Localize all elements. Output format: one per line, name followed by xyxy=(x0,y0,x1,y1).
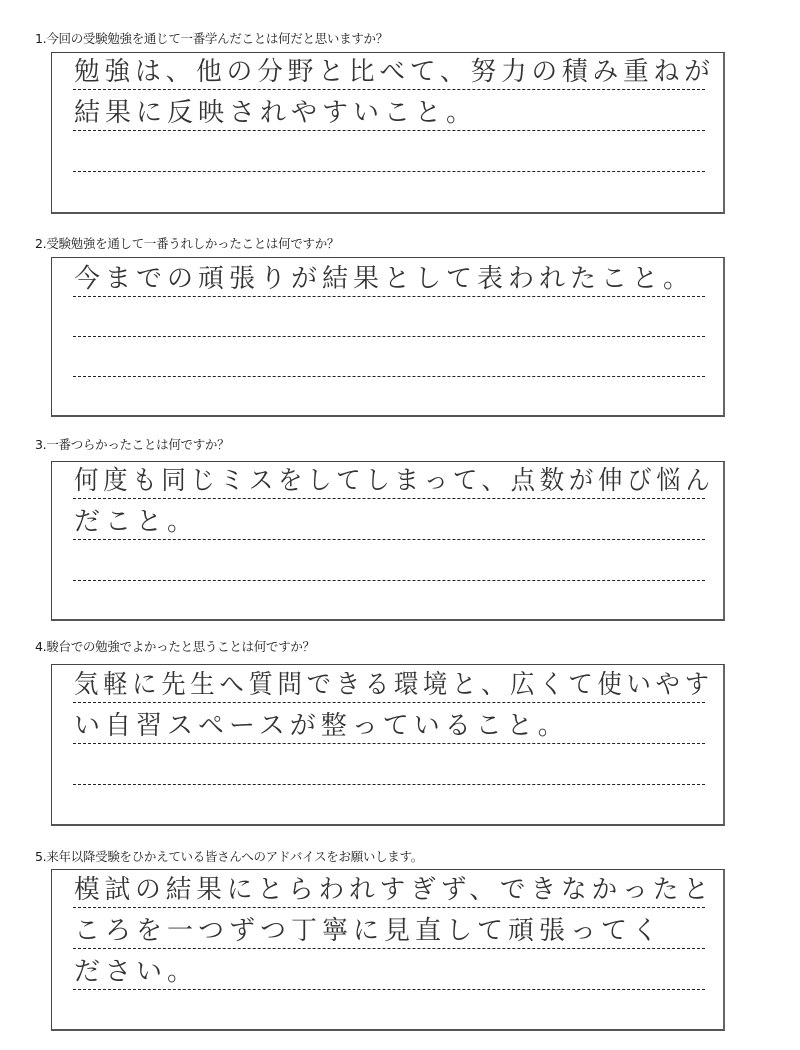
answer-5-line-3: ださい。 xyxy=(74,957,199,987)
question-3-label: 3.一番つらかったことは何ですか？ xyxy=(35,437,230,452)
answer-4-line-2: い自習スペースが整っていること。 xyxy=(74,711,569,741)
answer-box-1[interactable] xyxy=(51,52,725,214)
answer-rule xyxy=(73,130,705,131)
answer-rule xyxy=(73,907,705,908)
answer-rule xyxy=(73,336,705,337)
answer-rule xyxy=(73,989,705,990)
answer-3-line-1: 何度も同じミスをしてしまって、点数が伸び悩ん xyxy=(74,466,715,496)
answer-rule xyxy=(73,539,705,540)
answer-1-line-2: 結果に反映されやすいこと。 xyxy=(74,98,478,128)
answer-box-2[interactable] xyxy=(51,257,725,417)
answer-1-line-1: 勉強は、他の分野と比べて、努力の積み重ねが xyxy=(74,57,715,87)
answer-rule xyxy=(73,498,705,499)
question-1-label: 1.今回の受験勉強を通じて一番学んだことは何だと思いますか？ xyxy=(35,31,388,46)
answer-rule xyxy=(73,580,705,581)
answer-2-line-1: 今までの頑張りが結果として表われたこと。 xyxy=(74,264,695,294)
answer-4-line-1: 気軽に先生へ質問できる環境と、広くて使いやす xyxy=(74,670,714,700)
answer-rule xyxy=(73,702,705,703)
answer-box-4[interactable] xyxy=(51,664,725,826)
answer-box-5[interactable] xyxy=(51,869,725,1031)
answer-5-line-1: 模試の結果にとらわれすぎず、できなかったと xyxy=(74,875,714,905)
question-2-label: 2.受験勉強を通して一番うれしかったことは何ですか？ xyxy=(35,236,340,251)
answer-rule xyxy=(73,948,705,949)
answer-rule xyxy=(73,296,705,297)
answer-5-line-2: ころを一つずつ丁寧に見直して頑張ってく xyxy=(74,916,664,946)
answer-box-3[interactable] xyxy=(51,461,725,621)
answer-rule xyxy=(73,171,705,172)
answer-rule xyxy=(73,89,705,90)
answer-rule xyxy=(73,743,705,744)
answer-rule xyxy=(73,376,705,377)
answer-3-line-2: だこと。 xyxy=(74,507,199,537)
answer-rule xyxy=(73,784,705,785)
question-4-label: 4.駿台での勉強でよかったと思うことは何ですか？ xyxy=(35,639,315,654)
question-5-label: 5.来年以降受験をひかえている皆さんへのアドバイスをお願いします。 xyxy=(35,849,423,864)
